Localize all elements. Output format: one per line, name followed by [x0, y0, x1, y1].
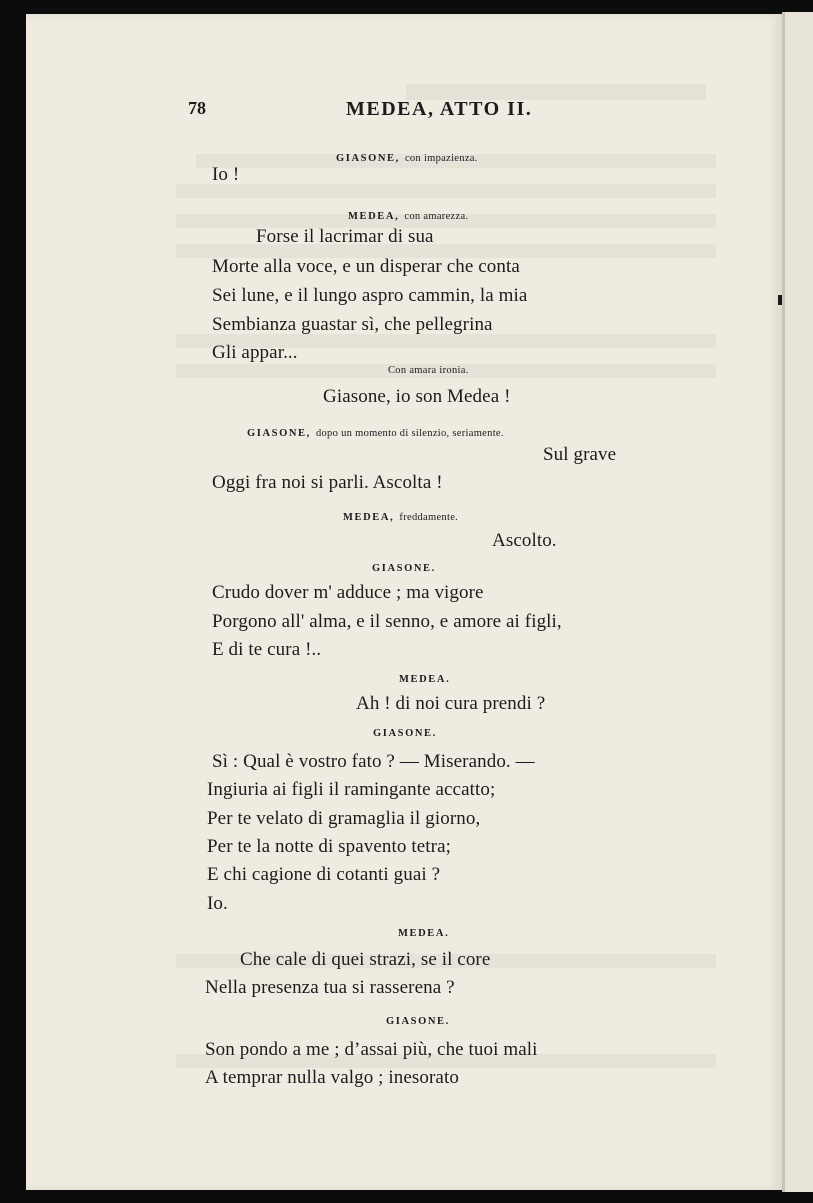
verse-line: Sei lune, e il lungo aspro cammin, la mia [212, 285, 528, 306]
verse-line: Forse il lacrimar di sua [256, 226, 434, 247]
stage-direction: dopo un momento di silenzio, seriamente. [315, 428, 504, 439]
verse-line: Io ! [212, 164, 240, 185]
next-page-edge [782, 12, 813, 1192]
stage-direction: con amarezza. [404, 211, 469, 222]
verse-line: Ah ! di noi cura prendi ? [356, 693, 546, 714]
verse-line: Oggi fra noi si parli. Ascolta ! [212, 472, 443, 493]
speaker-name: GIASONE. [386, 1016, 450, 1027]
verse-line: Ingiuria ai figli il ramingante accatto; [207, 779, 496, 800]
speaker-name: GIASONE, [336, 153, 400, 164]
verse-line: Sembianza guastar sì, che pellegrina [212, 314, 493, 335]
speaker-heading [348, 204, 468, 223]
speaker-name: GIASONE. [373, 728, 437, 739]
verse-line: Ascolto. [492, 530, 557, 551]
verse-line: Sì : Qual è vostro fato ? — Miserando. — [212, 751, 535, 772]
stage-direction: con impazienza. [404, 153, 478, 164]
speaker-name: MEDEA. [398, 928, 450, 939]
verse-line: E chi cagione di cotanti guai ? [207, 864, 441, 885]
verse-line: Per te la notte di spavento tetra; [207, 836, 451, 857]
verse-line: Per te velato di gramaglia il giorno, [207, 808, 481, 829]
verse-line: Crudo dover m' adduce ; ma vigore [212, 582, 484, 603]
verse-line: Son pondo a me ; d’assai più, che tuoi mali [205, 1039, 538, 1060]
speaker-name: GIASONE, [247, 428, 311, 439]
verse-line: Io. [207, 893, 228, 914]
verse-line: Giasone, io son Medea ! [323, 386, 511, 407]
page-edge-mark [778, 295, 782, 305]
verse-line: A temprar nulla valgo ; inesorato [205, 1067, 459, 1088]
verse-line: Sul grave [543, 444, 617, 465]
running-title: MEDEA, ATTO II. [346, 98, 533, 120]
speaker-name: MEDEA, [343, 512, 395, 523]
speaker-heading [336, 146, 478, 165]
verse-line: E di te cura !.. [212, 639, 322, 660]
stage-direction: Con amara ironia. [388, 365, 469, 376]
stage-direction: freddamente. [399, 512, 459, 523]
verse-line: Che cale di quei strazi, se il core [240, 949, 491, 970]
speaker-name: MEDEA. [399, 674, 451, 685]
page-number: 78 [188, 98, 206, 118]
verse-line: Nella presenza tua si rasserena ? [205, 977, 455, 998]
speaker-heading [247, 421, 504, 440]
speaker-heading [343, 505, 458, 524]
verse-line: Porgono all' alma, e il senno, e amore ai figli, [212, 611, 562, 632]
verse-line: Morte alla voce, e un disperar che conta [212, 256, 520, 277]
verse-line: Gli appar... [212, 342, 298, 363]
speaker-name: GIASONE. [372, 563, 436, 574]
speaker-name: MEDEA, [348, 211, 400, 222]
